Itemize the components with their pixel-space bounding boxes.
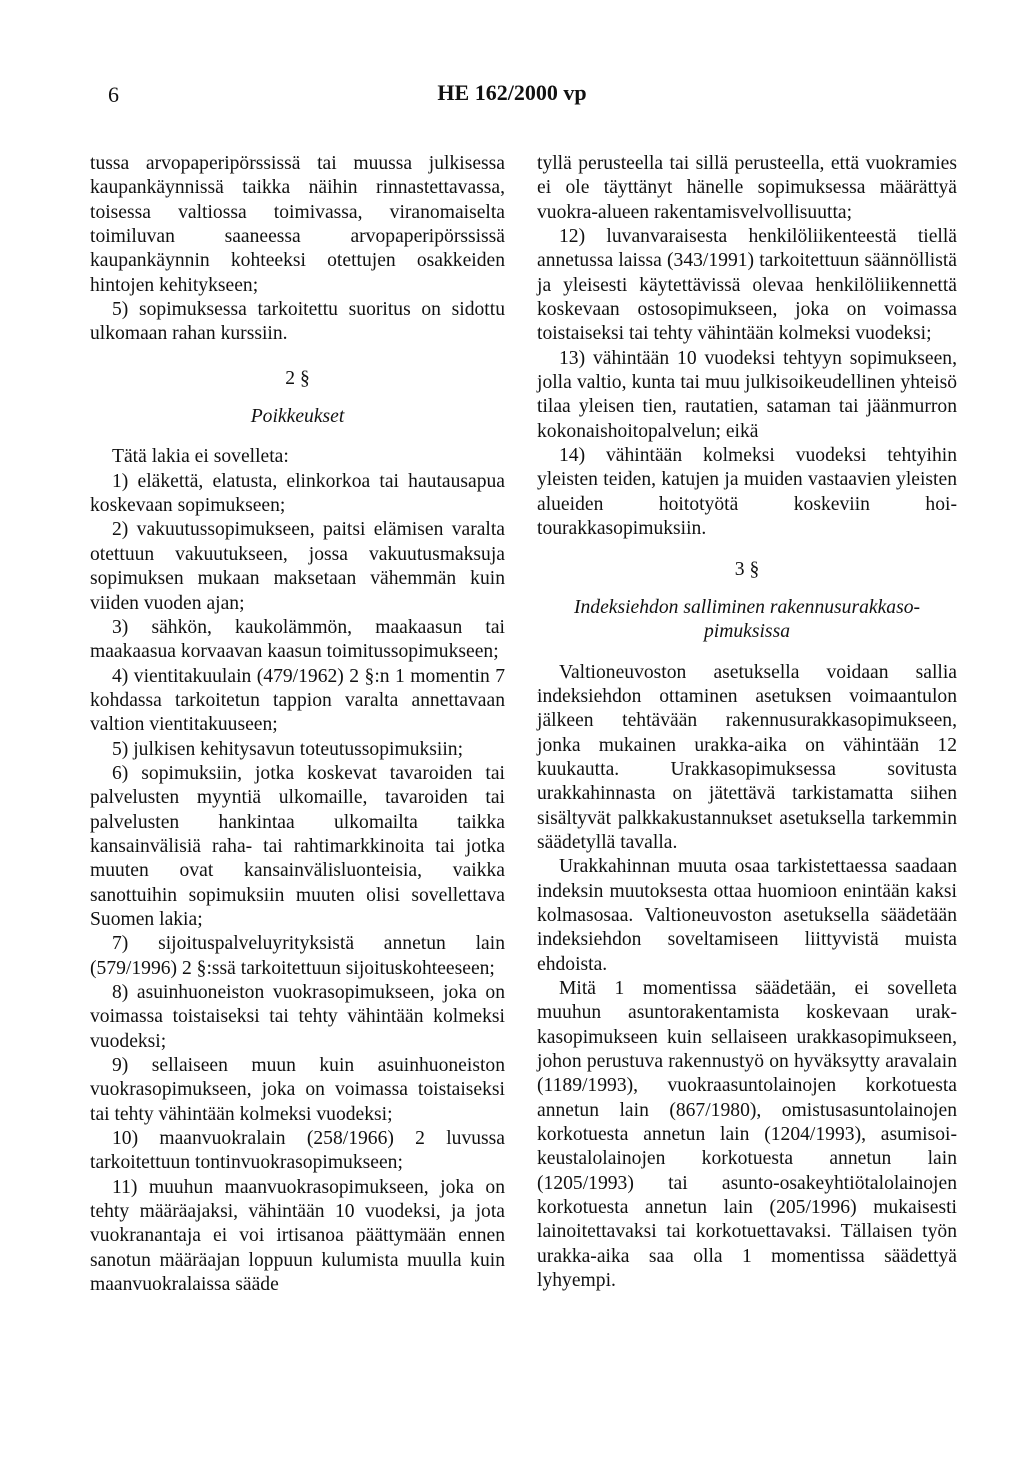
list-item: 14) vähintään kolmeksi vuodeksi tehtyihin yleisten teiden, katujen ja muiden vastaavien yleisten alueiden hoitotyötä koskeviin hoitourakkasopimuksiin. [537, 445, 957, 540]
list-item: 12) luvanvaraisesta henkilöliikenteestä tiellä annetussa laissa (343/1991) tarkoitettuun säännöllistä ja yleisesti käytettävissä olevaa henkilöliikennettä koskevaan ostosopimukseen, joka on voimassa toistaiseksi tai tehty vähintään kolmeksi vuodeksi; [537, 226, 957, 345]
paragraph-continuation: tussa arvopaperipörssissä tai muussa julkisessa kaupankäynnissä taikka näihin rinnastettavassa, toisessa valtiossa toimivassa, viranomaiselta toimiluvan saaneessa arvopaperipörssissä kaupankäynnin kohteeksi otettujen osakkeiden hintojen kehitykseen; [90, 153, 505, 296]
section-number: 2 § [285, 367, 310, 389]
list-item: 5) sopimuksessa tarkoitettu suoritus on sidottu ulkomaan rahan kurssiin. [90, 299, 505, 345]
list-item: 1) eläkettä, elatusta, elinkorkoa tai hautausapua koskevaan sopimukseen; [90, 470, 505, 517]
list-item: 6) sopimuksiin, jotka koskevat tavaroiden tai palvelusten myyntiä ulkomaille, tavaroiden tai palvelusten hankintaa ulkomailta taikka kansainvälisiä raha- tai rahtimarkkinoita tai jotka muuten ovat kansainvälisluonteisia, vaikka sanottuihin sopimuksiin muuten olisi sovellettava Suomen lakia; [90, 762, 505, 930]
section-number: 3 § [734, 558, 760, 580]
paragraph: Mitä 1 momentissa säädetään, ei sovelleta muuhun asuntorakentamista koskevaan urakkasopimukseen kuin sellaiseen urakkasopimukseen, johon perustuva rakennustyö on hyväksytty aravalain (1189/1993), vuokraasuntolainojen korkotuesta annetun lain (867/1980), omistusasuntolainojen korkotuesta annetun lain (1204/1993), asumisoikeustalolainojen korkotuesta annetun lain (1205/1993) tai asunto-osakeyhtiötalolainojen korkotuesta annetun lain (205/1996) mukaisesti lainoitettavaksi tai korkotuettavaksi. Tällaisen työn urakka-aika saa olla 1 momentissa säädettyä lyhyempi. [537, 978, 957, 1292]
list-item: 13) vähintään 10 vuodeksi tehtyyn sopimukseen, jolla valtio, kunta tai muu julkisoikeudellinen yhteisö tilaa yleisen tien, rautatien, sataman tai jäänmurron kokonaishoitopalvelun; eikä [537, 347, 957, 442]
document-reference: HE 162/2000 vp [437, 80, 587, 105]
section-title: Indeksiehdon salliminen rakennusurakkasopimuksissa [573, 596, 921, 643]
list-item: 9) sellaiseen muun kuin asuinhuoneiston vuokrasopimukseen, joka on voimassa toistaiseksi tai tehty vähintään kolmeksi vuodeksi; [90, 1055, 505, 1125]
page-number: 6 [108, 82, 119, 107]
list-item: 3) sähkön, kaukolämmön, maakaasun tai maakaasua korvaavan kaasun toimitussopimukseen; [90, 616, 505, 663]
paragraph: Urakkahinnan muuta osaa tarkistettaessa saadaan indeksin muutoksesta ottaa huomioon enintään kaksi kolmasosaa. Valtioneuvoston asetuksella säädetään indeksiehdon soveltamiseen liittyvistä muista ehdoista. [537, 856, 957, 975]
list-item: 2) vakuutussopimukseen, paitsi elämisen varalta otettuun vakuutukseen, jossa vakuutusmaksuja sopimuksen mukaan maksetaan vähemmän kuin viiden vuoden ajan; [90, 519, 505, 614]
paragraph-continuation: tyllä perusteella tai sillä perusteella, että vuokramies ei ole täyttänyt hänelle sopimuksessa määrättyä vuokra-alueen rakentamisvelvollisuutta; [537, 153, 957, 223]
left-column [90, 152, 505, 1297]
paragraph: Valtioneuvoston asetuksella voidaan sallia indeksiehdon ottaminen asetuksen voimaantulon jälkeen tehtävään rakennusurakkasopimukseen, jonka mukainen urakka-aika on vähintään 12 kuukautta. Urakkasopimuksessa sovitusta urakkahinnasta on jätettävä tarkistamatta siihen sisältyvät palkkakustannukset asetuksella tarkemmin säädetyllä tavalla. [537, 661, 957, 853]
list-item: 10) maanvuokralain (258/1966) 2 luvussa tarkoitettuun tontinvuokrasopimukseen; [90, 1128, 505, 1174]
right-column [537, 152, 957, 1293]
list-item: 4) vientitakuulain (479/1962) 2 §:n 1 momentin 7 kohdassa tarkoitetun tappion varalta annettavaan valtion vientitakuuseen; [90, 665, 505, 736]
section-title: Poikkeukset [250, 406, 345, 428]
list-item: 11) muuhun maanvuokrasopimukseen, joka on tehty määräajaksi, vähintään 10 vuodeksi, ja jota vuokranantaja ei voi irtisanoa päättymään ennen sanotun määräajan loppuun kulumista muulla kuin maanvuokralaissa sääde [90, 1176, 505, 1296]
paragraph-lead: Tätä lakia ei sovelleta: [112, 446, 289, 468]
list-item: 8) asuinhuoneiston vuokrasopimukseen, joka on voimassa toistaiseksi tai tehty vähintään kolmeksi vuodeksi; [90, 982, 505, 1052]
list-item: 7) sijoituspalveluyrityksistä annetun lain (579/1996) 2 §:ssä tarkoitettuun sijoituskohteeseen; [90, 933, 505, 979]
list-item: 5) julkisen kehitysavun toteutussopimuksiin; [112, 738, 464, 760]
